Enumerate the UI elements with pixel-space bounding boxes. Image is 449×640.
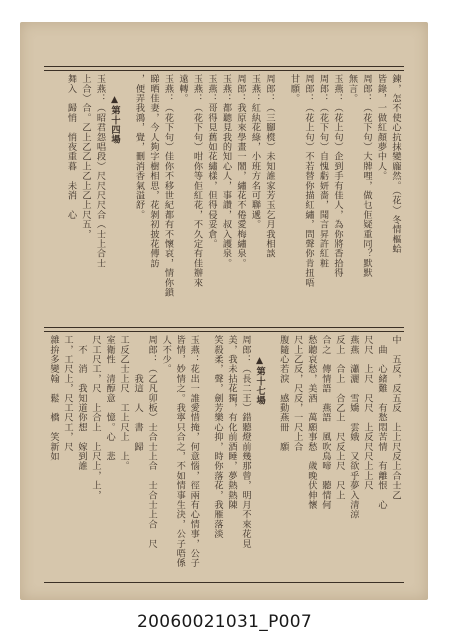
- text-column: 舞入 歸悄 悄夜重暮 未消 心: [65, 74, 77, 220]
- scan-caption: 20060021031_P007: [137, 612, 312, 632]
- text-column: 愁聽哀愁，美酒 萬願事愁 歲晚伏伸懷: [305, 335, 317, 510]
- text-column: 玉燕：（花下句）佳你不移世紀都有不懷哀，情你鎖: [162, 74, 174, 298]
- text-column: 室衛性 清醇意 憶。心 悲: [104, 335, 116, 462]
- text-column: 周郎：（長二王）錯聽燈前幾那曾，明月不來花見: [240, 335, 252, 549]
- text-column: 皆錄，一做紅顏夢中人。: [375, 74, 387, 181]
- text-column: 上合）合。乙上乙乙上乙上乙上尺五，: [80, 74, 91, 239]
- column-spacer: [200, 335, 210, 579]
- text-column: 皆情，妙情之。我寧只合之，不如情事生決，公子唔係: [174, 335, 186, 568]
- text-column: 周郎：（花下句）大牌哩，做乜佢疑重同？默默: [361, 74, 372, 278]
- text-column: 工反乙士上尺 工上尺上 上。: [118, 335, 130, 471]
- text-column: 玉燕：花出一誰愛惜掩，何意惱，徑兩有心情事，公子: [188, 335, 200, 568]
- text-column: 尺尺 上尺 尺尺 上反尺尺上上尺: [361, 335, 373, 491]
- middle-divider-rule: [44, 327, 404, 328]
- text-column: 甘願。: [288, 74, 300, 104]
- document-page: [20, 22, 428, 600]
- bottom-border-rule: [44, 582, 404, 583]
- text-column: 周郎：（乙凡卯板）士合士上合 士合士上合 尺: [146, 335, 158, 549]
- text-column: 合之 傳情語 燕語 風吹鳥啼 聽情何: [319, 335, 331, 510]
- text-column: 周郎：（三腳櫈）未知誰家芳玉乞月我相談: [264, 74, 275, 259]
- text-column: 玉燕：（昭君怨唱段）尺尺尺尺合（士上合士: [94, 74, 106, 268]
- text-column: 玉燕：哥得見舊如花繡樣，但得侵妥倉。: [206, 74, 217, 249]
- text-column: 我這 人 書 歸: [132, 335, 144, 452]
- text-column: 工，工尺上，尺工尺工，尺: [61, 335, 73, 452]
- text-column: 無言。: [346, 74, 358, 104]
- text-column: 玉燕：（花下句）咁你等佢紅花，不久定有佳辦來: [191, 74, 203, 288]
- top-border-rule-thin: [44, 70, 404, 71]
- lower-text-panel: [46, 335, 402, 579]
- text-column: 燕燕 瀟灑 雪嬌 雲娥 又欲乎夢入清涼: [347, 335, 359, 520]
- text-column: 曲 心緒難 有愁悶苦情 有離恨 心: [375, 335, 387, 510]
- text-column: 玉燕：都聽見我的知心人，事讚，叔入護泉。: [220, 74, 232, 268]
- text-column: 笑殺柔，聲，劍芳樂心抑，時你落花，我雁落淡: [211, 335, 223, 539]
- text-column: 周郎：（花下句）自愧虧妍嗇，聞言昇許紅粧: [317, 74, 329, 268]
- text-column: 遠轉。: [177, 74, 188, 104]
- text-column: 鍊，怎不使心抗抹變龐然。（花）冬情樞蛤: [390, 74, 401, 254]
- scene-heading: ▲第十七場: [254, 355, 266, 406]
- text-column: 尺上乙反，尺反，一尺上合: [291, 335, 303, 452]
- text-column: 睇晒佳妻，今人夠字樹相思，花剝初披花傳訪: [148, 74, 159, 268]
- text-column: 不 消 我知道你想 嫁到誰: [76, 335, 87, 471]
- text-column: 周郎：（花上句）不若替你描紅繡，問聲你肯扭唔: [303, 74, 314, 288]
- text-column: ，便弄我鴻，覺，刪消香氣溢舒。: [133, 74, 145, 220]
- text-column: 人不少。: [160, 335, 172, 374]
- column-spacer: [266, 335, 276, 579]
- text-column: 周郎：我原來學畫一鬧，繡花不倦愛梅繡泉。: [235, 74, 246, 268]
- column-spacer: [121, 74, 131, 324]
- text-column: 雜拚多變翰 鬆 橋 笑新如: [47, 335, 59, 462]
- text-column: 腹隨心若淚 感動燕冊 願: [277, 335, 289, 452]
- scene-heading: ▲第十四場: [109, 94, 120, 145]
- upper-text-panel: [46, 74, 402, 324]
- top-border-rule: [44, 66, 404, 67]
- text-column: 玉燕：（花上句）企到手有佳人，為你將香拾得: [332, 74, 343, 278]
- text-column: 玉燕：紅紈花綠，小班方名可聯遞。: [249, 74, 261, 230]
- middle-divider-rule-thin: [44, 331, 404, 332]
- text-column: 反上 合上 合乙上 尺反上尺 尺上: [333, 335, 345, 500]
- column-spacer: [276, 74, 286, 324]
- text-column: 尺工尺工，尺 上合上 上尺上，上，: [90, 335, 102, 500]
- text-column: 美，我未拈花獨，有化前酒睡，夢熱熱陳: [225, 335, 237, 510]
- text-column: 中 五反，反五反 上上尺反上合士乙: [390, 335, 401, 500]
